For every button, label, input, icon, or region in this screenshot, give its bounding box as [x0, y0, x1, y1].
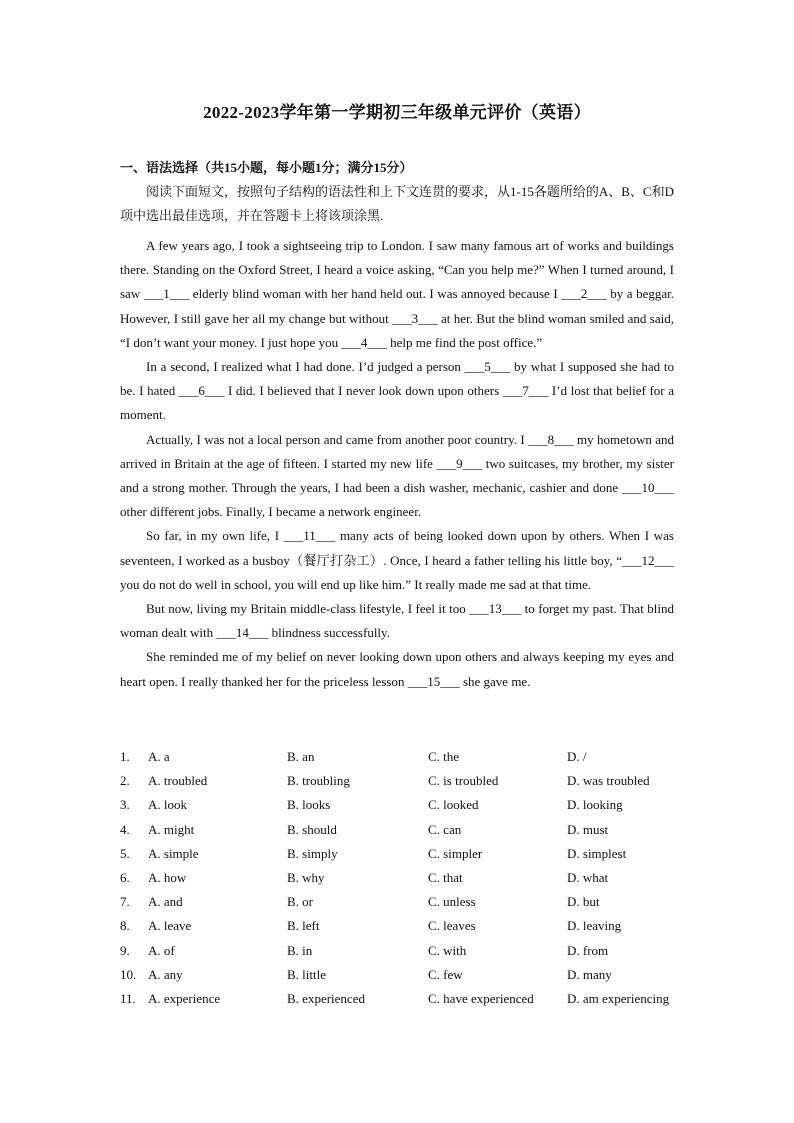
option-b: B. an	[287, 749, 315, 764]
question-number: 7.	[120, 894, 130, 910]
page-title: 2022-2023学年第一学期初三年级单元评价（英语）	[203, 103, 591, 122]
option-d: D. must	[567, 821, 609, 837]
option-c: C. that	[428, 869, 463, 885]
question-number: 1.	[120, 749, 130, 764]
passage-paragraph: So far, in my own life, I ___11___ many acts of being looked down upon by others. When I was seventeen, I worked as a busboy（餐厅打杂工）. Once, I heard a father telling his little boy, “___12___ you do not do well in school, you will end up like him.” It really made me sad at that time.	[120, 528, 674, 592]
option-a: A. of	[148, 942, 175, 958]
question-number: 11.	[120, 990, 136, 1006]
passage-paragraph: Actually, I was not a local person and came from another poor country. I ___8___ my hometown and arrived in Britain at the age of fifteen. I started my new life ___9___ two suitcases, my brother, my sister and a strong mother. Through the years, I had been a dish washer, mechanic, cashier and done ___10___ other different jobs. Finally, I became a network engineer.	[120, 431, 674, 520]
question-row	[120, 963, 680, 987]
option-c: C. have experienced	[428, 990, 534, 1006]
question-number: 10.	[120, 966, 137, 982]
question-number: 4.	[120, 821, 130, 837]
question-row	[120, 842, 680, 866]
option-c: C. simpler	[428, 845, 483, 861]
question-number: 3.	[120, 797, 130, 813]
option-b: B. left	[287, 918, 320, 934]
option-d: D. /	[567, 749, 587, 764]
question-number: 8.	[120, 918, 130, 934]
option-d: D. leaving	[567, 918, 622, 934]
option-a: A. leave	[148, 918, 192, 934]
section-heading: 一、语法选择（共15小题，每小题1分；满分15分）	[120, 160, 413, 175]
option-a: A. a	[148, 749, 170, 764]
option-d: D. simplest	[567, 845, 627, 861]
option-a: A. any	[148, 966, 183, 982]
option-b: B. in	[287, 942, 313, 958]
option-d: D. from	[567, 942, 609, 958]
option-d: D. but	[567, 894, 600, 910]
option-d: D. looking	[567, 797, 623, 813]
passage-paragraph: In a second, I realized what I had done. I’d judged a person ___5___ by what I supposed she had to be. I hated ___6___ I did. I believed that I never look down upon others ___7___ I’d lost that belief for a moment.	[120, 359, 674, 423]
question-row	[120, 987, 680, 1011]
option-c: C. the	[428, 749, 460, 764]
option-d: D. am experiencing	[567, 990, 670, 1006]
question-row	[120, 890, 680, 914]
option-b: B. little	[287, 966, 326, 982]
option-a: A. experience	[148, 990, 221, 1006]
option-c: C. few	[428, 966, 463, 982]
question-row	[120, 914, 680, 938]
option-a: A. troubled	[148, 773, 208, 789]
option-b: B. or	[287, 894, 313, 910]
option-d: D. was troubled	[567, 773, 650, 789]
option-b: B. simply	[287, 845, 338, 861]
option-a: A. might	[148, 821, 195, 837]
question-row	[120, 866, 680, 890]
passage-paragraph: She reminded me of my belief on never looking down upon others and always keeping my eyes and heart open. I really thanked her for the priceless lesson ___15___ she gave me.	[120, 649, 674, 689]
question-number: 6.	[120, 869, 130, 885]
option-b: B. troubling	[287, 773, 350, 789]
question-options-list	[120, 745, 680, 1011]
question-row	[120, 769, 680, 793]
question-number: 5.	[120, 845, 130, 861]
option-d: D. many	[567, 966, 612, 982]
option-a: A. simple	[148, 845, 199, 861]
question-number: 9.	[120, 942, 130, 958]
option-a: A. look	[148, 797, 187, 813]
option-b: B. looks	[287, 797, 331, 813]
option-c: C. unless	[428, 894, 476, 910]
option-b: B. why	[287, 869, 325, 885]
option-c: C. leaves	[428, 918, 476, 934]
option-c: C. can	[428, 821, 462, 837]
question-row	[120, 793, 680, 817]
option-a: A. and	[148, 894, 183, 910]
question-row	[120, 939, 680, 963]
option-d: D. what	[567, 869, 609, 885]
option-c: C. looked	[428, 797, 479, 813]
option-b: B. experienced	[287, 990, 365, 1006]
reading-passage	[120, 234, 674, 694]
option-a: A. how	[148, 869, 187, 885]
instructions	[120, 180, 674, 228]
question-row	[120, 818, 680, 842]
question-row	[120, 745, 680, 769]
passage-paragraph: But now, living my Britain middle-class lifestyle, I feel it too ___13___ to forget my past. That blind woman dealt with ___14___ blindness successfully.	[120, 601, 674, 641]
question-number: 2.	[120, 773, 130, 789]
option-b: B. should	[287, 821, 337, 837]
passage-paragraph: A few years ago, I took a sightseeing trip to London. I saw many famous art of works and buildings there. Standing on the Oxford Street, I heard a voice asking, “Can you help me?” When I turned around, I saw ___1___ elderly blind woman with her hand held out. I was annoyed because I ___2___ by a beggar. However, I still gave her all my change but without ___3___ at her. But the blind woman smiled and said, “I don’t want your money. I just hope you ___4___ help me find the post office.”	[120, 238, 674, 350]
option-c: C. with	[428, 942, 467, 958]
instructions-text: 阅读下面短文，按照句子结构的语法性和上下文连贯的要求，从1-15各题所给的A、B、C和D项中选出最佳选项，并在答题卡上将该项涂黑.	[120, 184, 674, 224]
option-c: C. is troubled	[428, 773, 499, 789]
